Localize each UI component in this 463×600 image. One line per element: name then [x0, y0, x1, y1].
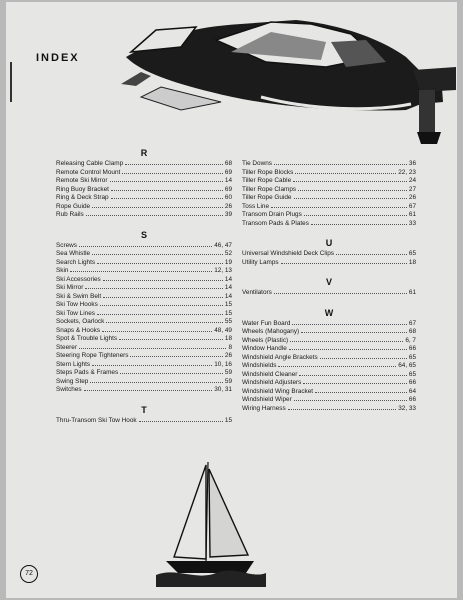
entry-name: Ring Buoy Bracket	[56, 185, 109, 193]
entry-page-number: 15	[224, 309, 232, 317]
entry-name: Tiller Rope Clamps	[242, 185, 297, 193]
entry-name: Switches	[56, 386, 82, 393]
entry-name: Windshield Wing Bracket	[242, 387, 314, 395]
index-listing	[56, 147, 416, 457]
entry-name: Ski Accessories	[56, 275, 101, 283]
section-letter: T	[141, 404, 147, 415]
entry-page-number: 36	[408, 160, 416, 167]
index-entry	[242, 404, 416, 413]
entry-page-number: 48, 49	[214, 326, 232, 334]
index-entry	[56, 185, 232, 194]
dot-leader	[278, 361, 396, 367]
index-entry	[56, 300, 232, 309]
index-entry	[242, 344, 416, 353]
index-entry	[242, 370, 416, 379]
index-entry	[242, 249, 416, 258]
dot-leader	[274, 159, 407, 165]
dot-leader	[336, 249, 407, 255]
dot-leader	[85, 283, 223, 289]
index-entry	[242, 210, 416, 219]
entry-page-number: 10, 16	[214, 360, 232, 368]
entry-name: Windshield Angle Brackets	[242, 353, 318, 361]
dot-leader	[84, 385, 213, 391]
dot-leader	[97, 309, 223, 315]
dot-leader	[303, 378, 407, 384]
index-entry	[242, 176, 416, 185]
entry-page-number: 60	[224, 194, 232, 201]
index-entry	[56, 351, 232, 360]
section-letter: R	[140, 148, 148, 158]
entry-page-number: 27	[408, 185, 416, 193]
index-entry	[56, 292, 232, 301]
index-entry	[56, 249, 232, 258]
entry-page-number: 67	[408, 319, 416, 327]
entry-name: Tiller Rope Cable	[242, 177, 292, 184]
dot-leader	[111, 185, 223, 191]
entry-page-number: 65	[408, 370, 416, 378]
entry-page-number: 26	[224, 202, 232, 210]
entry-page-number: 61	[408, 289, 416, 296]
index-entry	[242, 288, 416, 297]
dot-leader	[86, 210, 223, 216]
entry-page-number: 66	[408, 345, 416, 352]
dot-leader	[100, 300, 223, 306]
section-spacer	[242, 297, 416, 307]
entry-page-number: 26	[408, 194, 416, 201]
index-entry	[56, 283, 232, 292]
dot-leader	[315, 387, 407, 393]
index-entry	[56, 360, 232, 369]
entry-name: Steerer	[56, 343, 77, 351]
entry-name: Steps Pads & Frames	[56, 369, 119, 376]
entry-name: Sea Whistle	[56, 250, 91, 257]
index-entry	[242, 258, 416, 267]
index-entry	[242, 219, 416, 228]
entry-page-number: 14	[224, 292, 232, 300]
index-entry	[56, 168, 232, 177]
entry-page-number: 66	[408, 396, 416, 403]
dot-leader	[289, 344, 407, 350]
dot-leader	[70, 266, 212, 272]
entry-page-number: 12, 13	[214, 267, 232, 274]
page-number-badge: 72	[20, 565, 38, 583]
section-letter: W	[324, 307, 334, 318]
entry-name: Sockets, Oarlock	[56, 318, 105, 325]
dot-leader	[271, 202, 407, 208]
dot-leader	[92, 249, 223, 255]
section-letter: V	[325, 277, 332, 287]
index-entry	[242, 159, 416, 168]
index-entry	[242, 361, 416, 370]
margin-binding-mark	[10, 62, 12, 102]
entry-page-number: 69	[224, 168, 232, 176]
index-entry	[56, 368, 232, 377]
index-column-left	[56, 147, 232, 424]
dot-leader	[106, 317, 223, 323]
dot-leader	[90, 377, 223, 383]
entry-page-number: 14	[224, 284, 232, 291]
dot-leader	[292, 319, 406, 325]
entry-page-number: 64	[408, 387, 416, 395]
dot-leader	[294, 193, 407, 199]
index-entry	[56, 159, 232, 168]
entry-page-number: 15	[224, 416, 232, 424]
entry-page-number: 8	[228, 343, 232, 351]
entry-name: Tiller Rope Guide	[242, 194, 292, 201]
entry-page-number: 61	[408, 211, 416, 218]
index-entry	[242, 387, 416, 396]
entry-page-number: 6, 7	[405, 336, 416, 344]
entry-name: Ski Mirror	[56, 284, 84, 291]
dot-leader	[320, 353, 407, 359]
entry-name: Water Fun Board	[242, 319, 291, 327]
entry-name: Spot & Trouble Lights	[56, 335, 118, 342]
index-entry	[56, 275, 232, 284]
entry-page-number: 19	[224, 258, 232, 266]
section-letter: S	[140, 229, 147, 240]
entry-name: Thru-Transom Ski Tow Hook	[56, 416, 137, 424]
entry-name: Remote Control Mount	[56, 168, 121, 176]
entry-name: Skin	[56, 267, 69, 274]
entry-name: Windshield Cleaner	[242, 370, 298, 378]
dot-leader	[294, 395, 407, 401]
section-spacer	[56, 219, 232, 229]
index-entry	[56, 334, 232, 343]
entry-name: Snaps & Hooks	[56, 326, 101, 334]
section-spacer	[242, 227, 416, 237]
dot-leader	[288, 404, 397, 410]
entry-page-number: 64, 65	[398, 362, 416, 369]
index-entry	[56, 317, 232, 326]
section-letter	[242, 147, 416, 159]
section-spacer	[242, 266, 416, 276]
entry-page-number: 26	[224, 352, 232, 359]
entry-name: Window Handle	[242, 345, 287, 352]
dot-leader	[122, 168, 223, 174]
entry-page-number: 67	[408, 202, 416, 210]
entry-name: Remote Ski Mirror	[56, 177, 108, 184]
dot-leader	[120, 368, 223, 374]
dot-leader	[103, 275, 223, 281]
dot-leader	[290, 336, 403, 342]
entry-page-number: 46, 47	[214, 241, 232, 249]
entry-name: Ski & Swim Belt	[56, 292, 102, 300]
index-entry	[56, 202, 232, 211]
dot-leader	[130, 351, 222, 357]
index-entry	[56, 210, 232, 219]
dot-leader	[293, 176, 407, 182]
entry-page-number: 33	[408, 219, 416, 227]
entry-name: Screws	[56, 241, 77, 249]
index-entry	[56, 343, 232, 352]
entry-name: Wiring Harness	[242, 404, 286, 412]
entry-page-number: 59	[224, 377, 232, 385]
dot-leader	[274, 288, 407, 294]
page-title: INDEX	[36, 52, 80, 64]
entry-page-number: 39	[224, 211, 232, 218]
sailboat-illustration	[156, 457, 266, 587]
entry-name: Ventilators	[242, 289, 272, 296]
entry-name: Transom Drain Plugs	[242, 211, 302, 218]
entry-name: Ring & Deck Strap	[56, 194, 109, 201]
entry-page-number: 68	[224, 160, 232, 167]
dot-leader	[304, 210, 407, 216]
entry-name: Wheels (Mahogany)	[242, 328, 300, 335]
index-column-right	[242, 147, 416, 412]
dot-leader	[139, 416, 223, 422]
entry-page-number: 66	[408, 379, 416, 386]
entry-page-number: 55	[224, 318, 232, 325]
entry-page-number: 14	[224, 275, 232, 283]
entry-name: Tiller Rope Blocks	[242, 168, 294, 176]
section-letter: U	[325, 238, 333, 248]
entry-page-number: 65	[408, 353, 416, 361]
entry-page-number: 18	[224, 335, 232, 342]
index-entry	[242, 327, 416, 336]
index-entry	[56, 326, 232, 335]
index-entry	[56, 416, 232, 425]
dot-leader	[102, 326, 212, 332]
entry-name: Ski Tow Lines	[56, 309, 95, 317]
index-entry	[56, 385, 232, 394]
motorboat-illustration	[121, 12, 457, 157]
entry-name: Windshield Adjusters	[242, 379, 302, 386]
dot-leader	[119, 334, 223, 340]
index-entry	[242, 319, 416, 328]
entry-name: Utility Lamps	[242, 258, 279, 266]
entry-page-number: 30, 31	[214, 386, 232, 393]
entry-page-number: 69	[224, 185, 232, 193]
dot-leader	[301, 327, 407, 333]
dot-leader	[295, 168, 396, 174]
index-entry	[242, 395, 416, 404]
index-entry	[242, 193, 416, 202]
entry-name: Tie Downs	[242, 160, 272, 167]
index-entry	[242, 336, 416, 345]
entry-name: Search Lights	[56, 258, 96, 266]
entry-page-number: 22, 23	[398, 168, 416, 176]
entry-name: Rope Guide	[56, 202, 91, 210]
entry-page-number: 59	[224, 369, 232, 376]
dot-leader	[125, 159, 223, 165]
dot-leader	[111, 193, 223, 199]
index-entry	[242, 353, 416, 362]
dot-leader	[110, 176, 223, 182]
index-entry	[56, 266, 232, 275]
entry-name: Steering Rope Tighteners	[56, 352, 129, 359]
entry-page-number: 68	[408, 328, 416, 335]
index-entry	[56, 258, 232, 267]
entry-name: Rub Rails	[56, 211, 84, 218]
index-entry	[56, 309, 232, 318]
entry-page-number: 15	[224, 301, 232, 308]
entry-page-number: 18	[408, 258, 416, 266]
index-entry	[56, 176, 232, 185]
entry-page-number: 65	[408, 250, 416, 257]
entry-page-number: 32, 33	[398, 404, 416, 412]
dot-leader	[299, 370, 406, 376]
entry-name: Windshields	[242, 362, 277, 369]
entry-name: Releasing Cable Clamp	[56, 160, 124, 167]
dot-leader	[79, 343, 226, 349]
entry-page-number: 52	[224, 250, 232, 257]
entry-name: Swing Step	[56, 377, 89, 385]
section-spacer	[56, 394, 232, 404]
entry-name: Windshield Wiper	[242, 396, 292, 403]
dot-leader	[103, 292, 223, 298]
dot-leader	[79, 241, 212, 247]
entry-name: Ski Tow Hooks	[56, 301, 98, 308]
entry-name: Transom Pads & Plates	[242, 219, 309, 227]
index-entry	[56, 377, 232, 386]
dot-leader	[281, 258, 407, 264]
index-entry	[242, 202, 416, 211]
index-entry	[242, 185, 416, 194]
entry-page-number: 14	[224, 177, 232, 184]
dot-leader	[298, 185, 407, 191]
index-entry	[56, 241, 232, 250]
index-entry	[242, 378, 416, 387]
dot-leader	[92, 202, 223, 208]
index-entry	[56, 193, 232, 202]
entry-name: Toss Line	[242, 202, 269, 210]
entry-name: Universal Windshield Deck Clips	[242, 250, 334, 257]
entry-name: Wheels (Plastic)	[242, 336, 289, 344]
entry-name: Stern Lights	[56, 360, 91, 368]
dot-leader	[97, 258, 223, 264]
catalog-page	[6, 2, 457, 598]
entry-page-number: 24	[408, 177, 416, 184]
dot-leader	[311, 219, 407, 225]
index-entry	[242, 168, 416, 177]
dot-leader	[92, 360, 212, 366]
